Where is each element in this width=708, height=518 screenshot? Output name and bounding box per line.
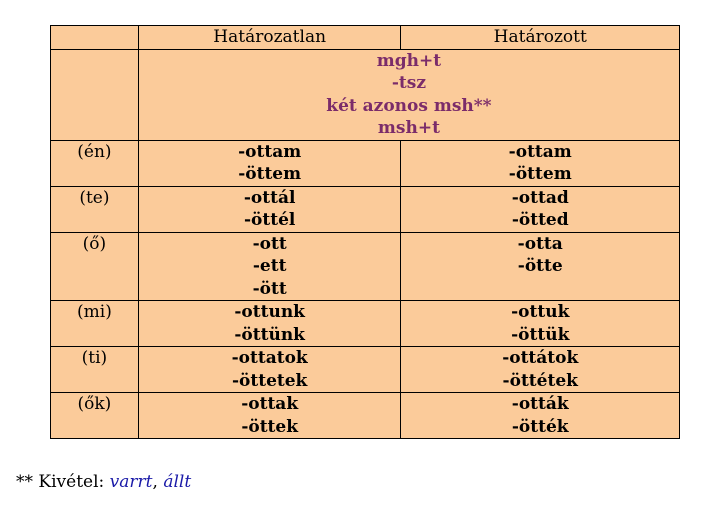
- suffix: -ottuk: [511, 302, 570, 322]
- definite-cell: [401, 347, 680, 393]
- suffix: -öttem: [238, 164, 302, 184]
- header-definite: Határozott: [401, 26, 680, 50]
- suffix: -ottál: [243, 187, 296, 208]
- indefinite-cell: [138, 393, 401, 439]
- suffix: -öttetek: [231, 370, 308, 391]
- table-row: [51, 301, 680, 347]
- footnote: [16, 472, 191, 492]
- suffix: -ottátok: [502, 348, 579, 368]
- person-label: (ők): [51, 393, 139, 439]
- suffix: -öttétek: [502, 370, 578, 391]
- suffix: -ottad: [511, 187, 569, 208]
- intro-rule: -tsz: [391, 73, 426, 93]
- table-row: [51, 393, 680, 439]
- footnote-example: varrt: [109, 472, 153, 492]
- suffix: -öttél: [243, 210, 296, 230]
- footnote-separator: ,: [152, 472, 158, 492]
- suffix: -ottunk: [234, 302, 305, 322]
- suffix: -ottam: [238, 141, 302, 162]
- suffix: -otta: [517, 233, 563, 254]
- indefinite-cell: [138, 347, 401, 393]
- definite-cell: [401, 186, 680, 232]
- intro-rule: msh+t: [377, 118, 440, 138]
- indefinite-cell: [138, 140, 401, 186]
- suffix: -ott: [252, 233, 287, 254]
- footnote-prefix: ** Kivétel:: [16, 472, 105, 492]
- suffix: -öttek: [241, 416, 299, 437]
- suffix: -öttünk: [234, 324, 305, 345]
- suffix: -öttem: [508, 164, 572, 184]
- suffix: -ötte: [517, 256, 563, 276]
- suffix: -öttük: [511, 324, 570, 345]
- suffix: -ottam: [508, 141, 572, 162]
- intro-row: [51, 49, 680, 140]
- suffix-table: [50, 25, 680, 439]
- table-row: [51, 232, 680, 301]
- table-row: [51, 186, 680, 232]
- table-row: [51, 140, 680, 186]
- definite-cell: [401, 140, 680, 186]
- person-label: (te): [51, 186, 139, 232]
- indefinite-cell: [138, 232, 401, 301]
- person-label: (mi): [51, 301, 139, 347]
- intro-rule: mgh+t: [376, 50, 442, 71]
- person-label: (én): [51, 140, 139, 186]
- header-empty-cell: [51, 26, 139, 50]
- suffix: -ötték: [511, 416, 569, 437]
- footnote-example: állt: [163, 472, 192, 492]
- person-label: (ti): [51, 347, 139, 393]
- indefinite-cell: [138, 186, 401, 232]
- definite-cell: [401, 393, 680, 439]
- suffix: -ett: [252, 256, 287, 276]
- intro-empty-cell: [51, 49, 139, 140]
- suffix: -ottak: [241, 394, 299, 414]
- indefinite-cell: [138, 301, 401, 347]
- person-label: (ő): [51, 232, 139, 301]
- suffix: -ották: [511, 394, 569, 414]
- table-row: [51, 347, 680, 393]
- definite-cell: [401, 301, 680, 347]
- intro-rule: két azonos msh**: [326, 95, 492, 116]
- suffix: -ött: [252, 278, 287, 299]
- suffix: -ottatok: [231, 348, 308, 368]
- definite-cell: [401, 232, 680, 301]
- suffix: -ötted: [511, 210, 569, 230]
- header-row: [51, 26, 680, 50]
- header-indefinite: Határozatlan: [138, 26, 401, 50]
- intro-rules-cell: [138, 49, 679, 140]
